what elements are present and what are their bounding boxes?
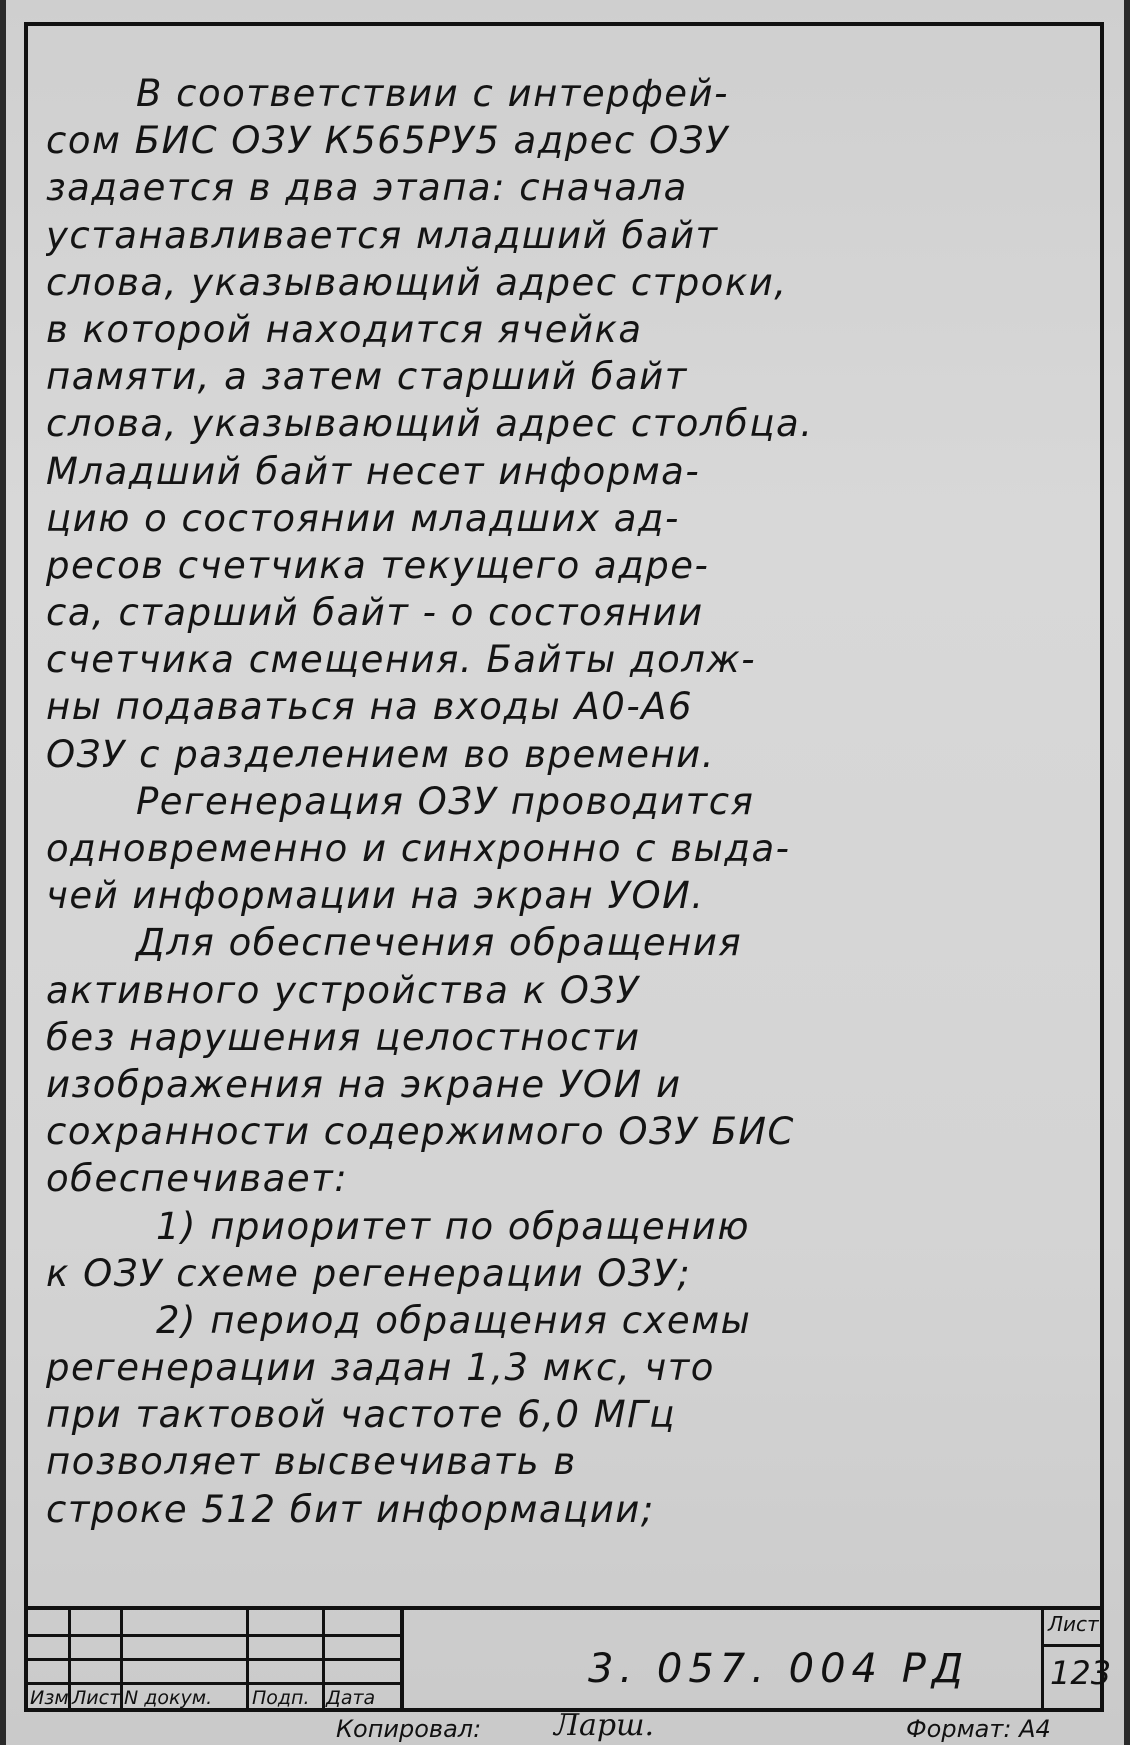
copied-by-label: Копировал: (336, 1715, 482, 1743)
column-label-doc-number: N докум. (124, 1687, 213, 1709)
text-line: к ОЗУ схеме регенерации ОЗУ; (46, 1251, 692, 1295)
text-line: слова, указывающий адрес столбца. (46, 402, 814, 446)
text-line: строке 512 бит информации; (46, 1487, 655, 1531)
text-line: В соответствии с интерфей- (136, 72, 729, 115)
text-line: в которой находится ячейка (46, 307, 643, 351)
text-line: без нарушения целостности (46, 1015, 641, 1059)
text-line: позволяет высвечивать в (46, 1440, 577, 1484)
revision-table (28, 1610, 404, 1712)
text-line: ОЗУ с разделением во времени. (46, 732, 715, 776)
text-line: регенерации задан 1,3 мкс, что (46, 1346, 715, 1390)
text-line: сохранности содержимого ОЗУ БИС (46, 1110, 795, 1154)
copier-signature: Ларш. (554, 1708, 655, 1743)
column-label-date: Дата (326, 1687, 376, 1709)
title-block (28, 1606, 1112, 1712)
sheet-label: Лист (1048, 1612, 1099, 1636)
text-line: устанавливается младший байт (46, 213, 719, 257)
table-rule (120, 1610, 123, 1712)
text-line: 2) период обращения схемы (156, 1298, 752, 1342)
text-line: изображения на экране УОИ и (46, 1062, 682, 1106)
text-line: слова, указывающий адрес строки, (46, 260, 788, 304)
text-line: Регенерация ОЗУ проводится (136, 779, 755, 823)
document-code: 3. 057. 004 РД (588, 1646, 970, 1692)
text-line: ны подаваться на входы А0-А6 (46, 685, 694, 729)
text-line: Младший байт несет информа- (46, 449, 701, 493)
text-line: са, старший байт - о состоянии (46, 591, 704, 635)
text-line: чей информации на экран УОИ. (46, 874, 705, 918)
text-line: сом БИС ОЗУ К565РУ5 адрес ОЗУ (46, 119, 730, 163)
table-rule (28, 1682, 400, 1685)
document-page (6, 0, 1124, 1745)
text-line: ресов счетчика текущего адре- (46, 543, 710, 587)
text-line: одновременно и синхронно с выда- (46, 827, 791, 870)
text-line: Для обеспечения обращения (136, 921, 743, 965)
table-rule (28, 1658, 400, 1661)
sheet-number: 123 (1050, 1654, 1112, 1692)
text-line: обеспечивает: (46, 1157, 349, 1201)
table-rule (322, 1610, 325, 1712)
text-line: счетчика смещения. Байты долж- (46, 638, 757, 682)
text-line: памяти, а затем старший байт (46, 355, 688, 399)
text-line: активного устройства к ОЗУ (46, 968, 640, 1012)
format-label: Формат: А4 (906, 1715, 1051, 1743)
column-label-izm: Изм (30, 1687, 69, 1709)
sheet-box (1041, 1610, 1112, 1712)
table-rule (246, 1610, 249, 1712)
text-line: при тактовой частоте 6,0 МГц (46, 1393, 676, 1437)
handwritten-body (46, 70, 1086, 1533)
table-rule (28, 1634, 400, 1637)
text-line: задается в два этапа: сначала (46, 166, 688, 210)
column-label-signature: Подп. (252, 1687, 310, 1709)
text-line: 1) приоритет по обращению (156, 1204, 750, 1248)
column-label-list: Лист (72, 1687, 121, 1709)
text-line: цию о состоянии младших ад- (46, 496, 680, 540)
sheet-divider (1044, 1644, 1102, 1647)
